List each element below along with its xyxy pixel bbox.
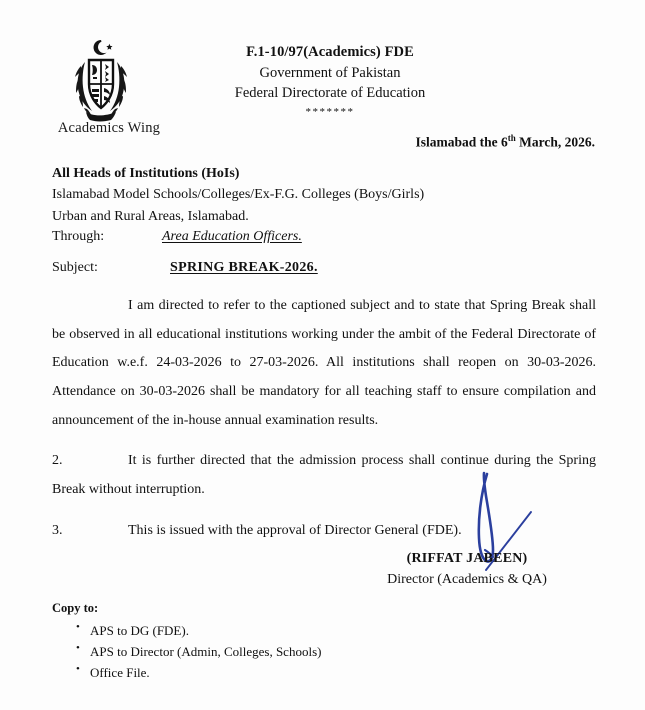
copy-to-list bbox=[52, 620, 321, 683]
place-and-date bbox=[415, 133, 595, 151]
paragraph-2-text: It is further directed that the admission process shall continue during the Spring Break without interruption. bbox=[52, 453, 596, 498]
signature-block bbox=[337, 548, 597, 590]
date-suffix: March, 2026. bbox=[515, 134, 595, 150]
pakistan-state-emblem-icon bbox=[55, 36, 147, 124]
date-prefix: Islamabad the 6 bbox=[415, 134, 508, 150]
paragraph-3-number: 3. bbox=[52, 522, 63, 538]
date-ordinal: th bbox=[507, 133, 516, 143]
signatory-designation: Director (Academics & QA) bbox=[387, 572, 547, 587]
signatory-name: (RIFFAT JABEEN) bbox=[406, 551, 528, 566]
paragraph-3 bbox=[52, 517, 596, 546]
academics-wing-label: Academics Wing bbox=[57, 120, 161, 136]
paragraph-gap-1 bbox=[52, 435, 596, 447]
list-item: • APS to DG (FDE). bbox=[90, 620, 321, 641]
copy-to-title: Copy to: bbox=[52, 601, 99, 615]
file-number: F.1-10/97(Academics) FDE bbox=[246, 44, 414, 60]
addressee-block bbox=[52, 163, 424, 227]
addressee-line-3: Urban and Rural Areas, Islamabad. bbox=[52, 208, 249, 224]
paragraph-3-text: This is issued with the approval of Director General (FDE). bbox=[128, 522, 462, 538]
asterisk-separator: ******* bbox=[305, 105, 355, 118]
copy-to-block bbox=[52, 601, 321, 683]
subject-value: SPRING BREAK-2026. bbox=[170, 260, 318, 275]
paragraph-2 bbox=[52, 447, 596, 504]
letterhead-header bbox=[170, 42, 490, 120]
list-item: • Office File. bbox=[90, 662, 321, 683]
subject-row bbox=[52, 260, 572, 276]
through-value: Area Education Officers. bbox=[162, 229, 302, 244]
subject-label: Subject: bbox=[52, 260, 98, 275]
paragraph-2-number: 2. bbox=[52, 453, 63, 469]
letter-body bbox=[52, 292, 596, 546]
through-label: Through: bbox=[52, 229, 105, 244]
list-item: • APS to Director (Admin, Colleges, Schools) bbox=[90, 641, 321, 662]
addressee-line-1: All Heads of Institutions (HoIs) bbox=[52, 166, 240, 181]
addressee-line-2: Islamabad Model Schools/Colleges/Ex-F.G. Colleges (Boys/Girls) bbox=[52, 187, 425, 203]
government-line: Government of Pakistan bbox=[259, 64, 401, 81]
paragraph-1: I am directed to refer to the captioned subject and to state that Spring Break shall be observed in all educational institutions working under the ambit of the Federal Directorate of Education w.e.f. 24-03-2026 to 27-03-2026. All institutions shall reopen on 30-03-2026. Attendance on 30-03-2026 shall be mandatory for all teaching staff to ensure compilation and announcement of the in-house annual examination results. bbox=[52, 298, 596, 428]
paragraph-gap-2 bbox=[52, 505, 596, 517]
through-row bbox=[52, 229, 572, 245]
directorate-line: Federal Directorate of Education bbox=[234, 85, 426, 102]
